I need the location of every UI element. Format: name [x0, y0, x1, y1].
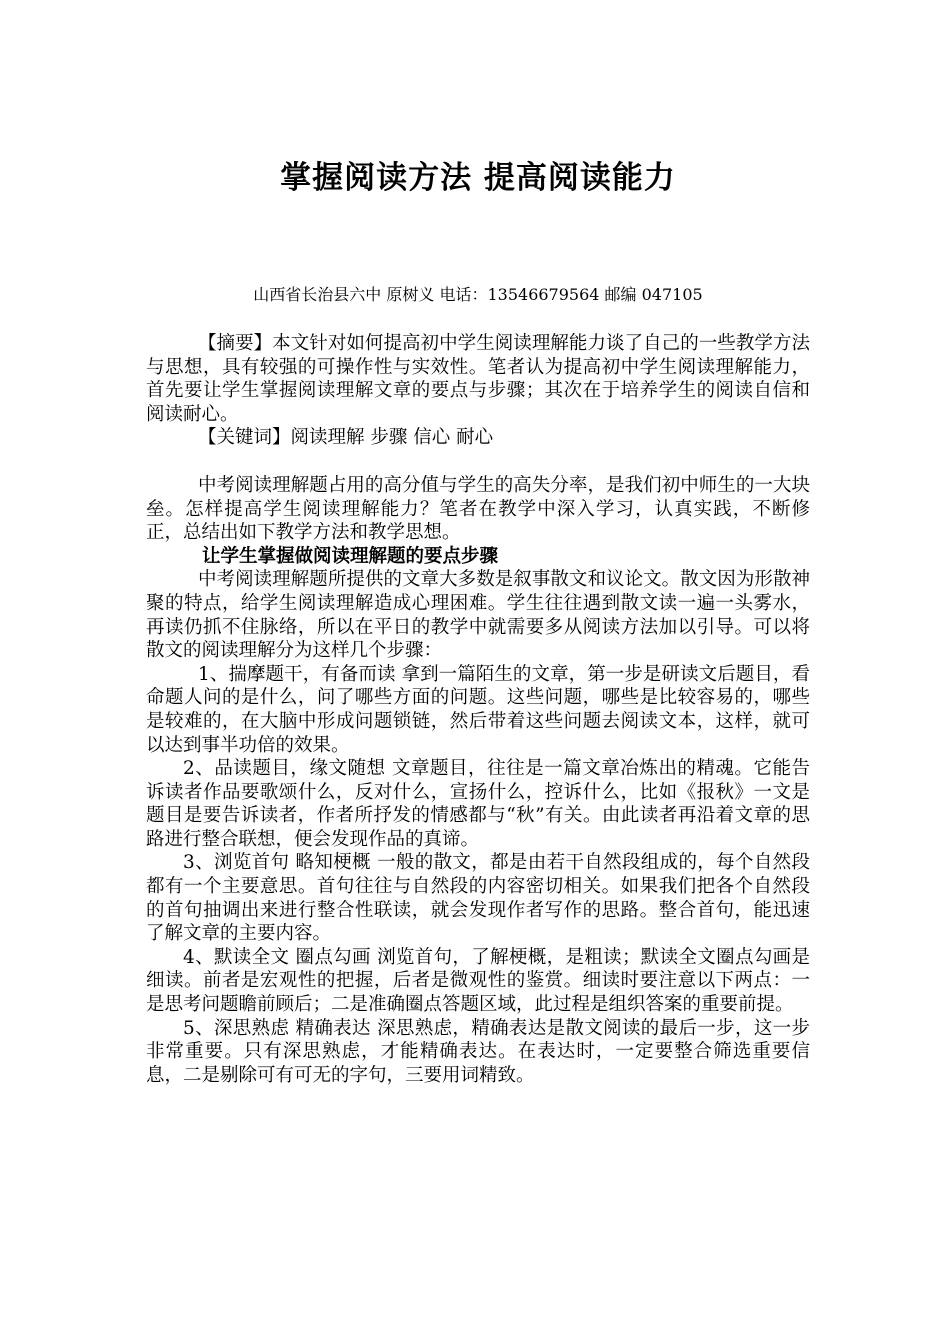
document-body [146, 332, 810, 1087]
intro-paragraph: 中考阅读理解题占用的高分值与学生的高失分率，是我们初中师生的一大块垒。怎样提高学生阅读理解能力？笔者在教学中深入学习，认真实践，不断修正，总结出如下教学方法和教学思想。 [146, 474, 810, 544]
step-paragraph-1: 1、揣摩题干，有备而读 拿到一篇陌生的文章，第一步是研读文后题目，看命题人问的是什么，问了哪些方面的问题。这些问题，哪些是比较容易的，哪些是较难的，在大脑中形成问题锁链，然后带着这些问题去阅读文本，这样，就可以达到事半功倍的效果。 [146, 663, 810, 756]
document-title: 掌握阅读方法 提高阅读能力 [280, 160, 676, 196]
step-paragraph-4: 4、默读全文 圈点勾画 浏览首句，了解梗概，是粗读；默读全文圈点勾画是细读。前者是宏观性的把握，后者是微观性的鉴赏。细读时要注意以下两点：一是思考问题瞻前顾后；二是准确圈点答题区域，此过程是组织答案的重要前提。 [146, 946, 810, 1016]
section-intro-paragraph: 中考阅读理解题所提供的文章大多数是叙事散文和议论文。散文因为形散神聚的特点，给学生阅读理解造成心理困难。学生往往遇到散文读一遍一头雾水，再读仍抓不住脉络，所以在平日的教学中就需要多从阅读方法加以引导。可以将散文的阅读理解分为这样几个步骤： [146, 569, 810, 662]
section-heading: 让学生掌握做阅读理解题的要点步骤 [202, 545, 499, 567]
author-line: 山西省长治县六中 原树义 电话：13546679564 邮编 047105 [253, 285, 703, 304]
step-paragraph-2: 2、品读题目，缘文随想 文章题目，往往是一篇文章冶炼出的精魂。它能告诉读者作品要歌颂什么，反对什么，宣扬什么，控诉什么，比如《报秋》一文是题目是要告诉读者，作者所抒发的情感都与“秋”有关。由此读者再沿着文章的思路进行整合联想，便会发现作品的真谛。 [146, 758, 810, 850]
step-paragraph-3: 3、浏览首句 略知梗概 一般的散文，都是由若干自然段组成的，每个自然段都有一个主要意思。首句往往与自然段的内容密切相关。如果我们把各个自然段的首句抽调出来进行整合性联读，就会发现作者写作的思路。整合首句，能迅速了解文章的主要内容。 [146, 852, 810, 945]
keywords-paragraph: 【关键词】阅读理解 步骤 信心 耐心 [198, 427, 494, 449]
paragraph-spacer [146, 450, 810, 474]
step-paragraph-5: 5、深思熟虑 精确表达 深思熟虑，精确表达是散文阅读的最后一步，这一步非常重要。只有深思熟虑，才能精确表达。在表达时，一定要整合筛选重要信息，二是剔除可有可无的字句，三要用词精致。 [146, 1017, 810, 1086]
abstract-paragraph: 【摘要】本文针对如何提高初中学生阅读理解能力谈了自己的一些教学方法与思想，具有较强的可操作性与实效性。笔者认为提高初中学生阅读理解能力，首先要让学生掌握阅读理解文章的要点与步骤；其次在于培养学生的阅读自信和阅读耐心。 [146, 333, 810, 425]
